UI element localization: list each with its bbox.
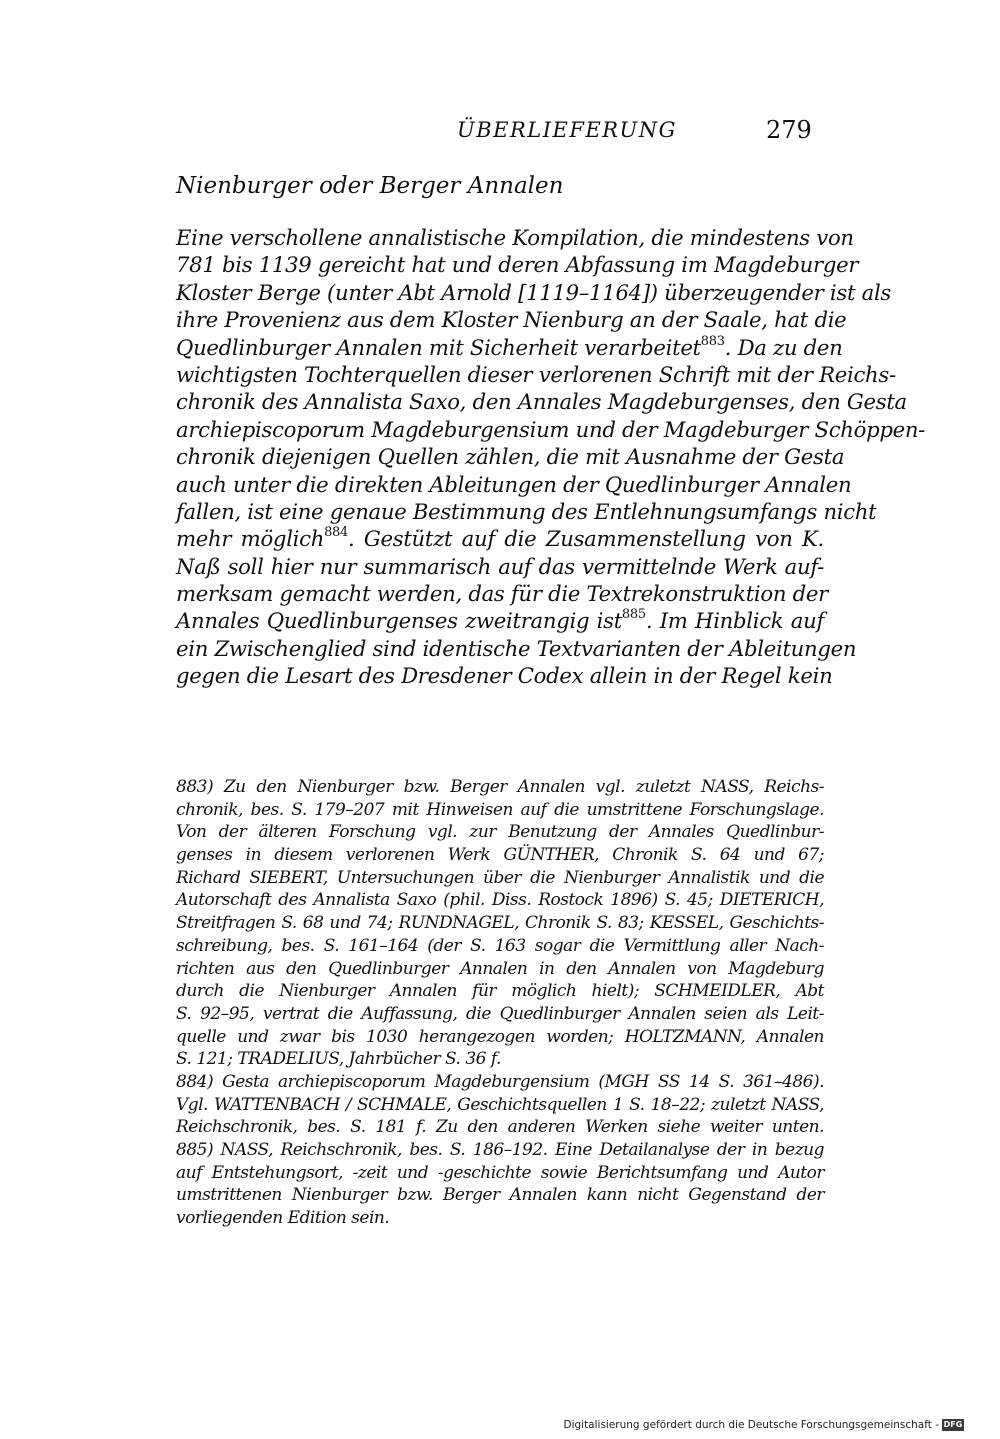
footnote-line: umstrittenen Nienburger bzw. Berger Annalen kann nicht Gegenstand der: [176, 1185, 824, 1206]
body-text-segment: . Gestützt auf die Zusammenstellung von K.: [347, 526, 824, 552]
body-text-segment: . Im Hinblick auf: [645, 608, 824, 634]
footnote-line: Streitfragen S. 68 und 74; RUNDNAGEL, Chronik S. 83; KESSEL, Geschichts-: [176, 913, 824, 934]
body-line: merksam gemacht werden, das für die Textrekonstruktion der: [176, 581, 828, 607]
page-number: 279: [766, 116, 812, 144]
body-text-segment: mehr möglich: [176, 526, 325, 552]
body-line: auch unter die direkten Ableitungen der Quedlinburger Annalen: [176, 471, 852, 497]
body-line: wichtigsten Tochterquellen dieser verlorenen Schrift mit der Reichs-: [176, 361, 896, 387]
body-line: chronik diejenigen Quellen zählen, die mit Ausnahme der Gesta: [176, 444, 845, 470]
footnote-line: Vgl. WATTENBACH / SCHMALE, Geschichtsquellen 1 S. 18–22; zuletzt NASS,: [176, 1094, 824, 1115]
body-line: 781 bis 1139 gereicht hat und deren Abfassung im Magdeburger: [176, 252, 859, 278]
footnote-ref-883: 883: [700, 333, 725, 349]
body-text-segment: . Da zu den: [724, 334, 843, 360]
footnote-line: vorliegenden Edition sein.: [176, 1208, 390, 1229]
body-line: ein Zwischenglied sind identische Textvarianten der Ableitungen: [176, 635, 857, 661]
body-line: fallen, ist eine genaue Bestimmung des Entlehnungsumfangs nicht: [176, 498, 877, 524]
footnote-line: 885) NASS, Reichschronik, bes. S. 186–192. Eine Detailanalyse der in bezug: [176, 1140, 824, 1160]
credit-text: Digitalisierung gefördert durch die Deutsche Forschungsgemeinschaft -: [563, 1419, 939, 1431]
body-text: [176, 224, 926, 690]
body-line: ihre Provenienz aus dem Kloster Nienburg an der Saale, hat die: [176, 307, 847, 333]
footnote-line: schreibung, bes. S. 161–164 (der S. 163 sogar die Vermittlung aller Nach-: [176, 935, 824, 956]
body-line: Kloster Berge (unter Abt Arnold [1119–1164]) überzeugender ist als: [176, 279, 891, 305]
body-text-segment: Quedlinburger Annalen mit Sicherheit verarbeitet: [176, 334, 701, 360]
footnote-line: chronik, bes. S. 179–207 mit Hinweisen auf die umstrittene Forschungslage.: [176, 799, 824, 820]
body-line: [176, 525, 824, 552]
footnote-line: Reichschronik, bes. S. 181 f. Zu den anderen Werken siehe weiter unten.: [176, 1117, 824, 1138]
footnote-line: 884) Gesta archiepiscoporum Magdeburgensium (MGH SS 14 S. 361–486).: [176, 1071, 824, 1092]
footnote-line: durch die Nienburger Annalen für möglich hielt); SCHMEIDLER, Abt: [176, 981, 824, 1002]
footnote-line: Von der älteren Forschung vgl. zur Benutzung der Annales Quedlinbur-: [176, 822, 824, 843]
body-line: [176, 607, 824, 634]
footnote-line: Autorschaft des Annalista Saxo (phil. Diss. Rostock 1896) S. 45; DIETERICH,: [176, 890, 824, 911]
body-line: Eine verschollene annalistische Kompilation, die mindestens von: [176, 225, 854, 250]
footnote-line: 883) Zu den Nienburger bzw. Berger Annalen vgl. zuletzt NASS, Reichs-: [176, 777, 824, 797]
body-line: gegen die Lesart des Dresdener Codex allein in der Regel kein: [176, 663, 833, 689]
section-title: Nienburger oder Berger Annalen: [176, 173, 564, 199]
footnote-line: quelle und zwar bis 1030 herangezogen worden; HOLTZMANN, Annalen: [176, 1026, 824, 1047]
body-line: chronik des Annalista Saxo, den Annales Magdeburgenses, den Gesta: [176, 389, 907, 415]
body-text-segment: Annales Quedlinburgenses zweitrangig ist: [176, 608, 622, 634]
body-line: archiepiscoporum Magdeburgensium und der Magdeburger Schöppen-: [176, 416, 926, 442]
footnotes: [176, 776, 824, 1230]
footnote-ref-885: 885: [621, 607, 646, 623]
digitization-credit: [563, 1419, 964, 1431]
footnote-line: auf Entstehungsort, -zeit und -geschichte sowie Berichtsumfang und Autor: [176, 1162, 824, 1183]
footnote-line: S. 92–95, vertrat die Auffassung, die Quedlinburger Annalen seien als Leit-: [176, 1003, 824, 1024]
body-line: [176, 333, 843, 361]
dfg-logo-icon: DFG: [943, 1420, 963, 1429]
running-header: ÜBERLIEFERUNG: [457, 118, 677, 142]
footnote-ref-884: 884: [324, 525, 348, 541]
footnote-line: richten aus den Quedlinburger Annalen in den Annalen von Magdeburg: [176, 958, 824, 979]
footnote-line: genses in diesem verlorenen Werk GÜNTHER, Chronik S. 64 und 67;: [176, 845, 824, 866]
footnote-line: Richard SIEBERT, Untersuchungen über die Nienburger Annalistik und die: [176, 867, 824, 888]
footnote-line: S. 121; TRADELIUS, Jahrbücher S. 36 f.: [176, 1049, 501, 1070]
body-line: Naß soll hier nur summarisch auf das vermittelnde Werk auf-: [176, 553, 824, 579]
